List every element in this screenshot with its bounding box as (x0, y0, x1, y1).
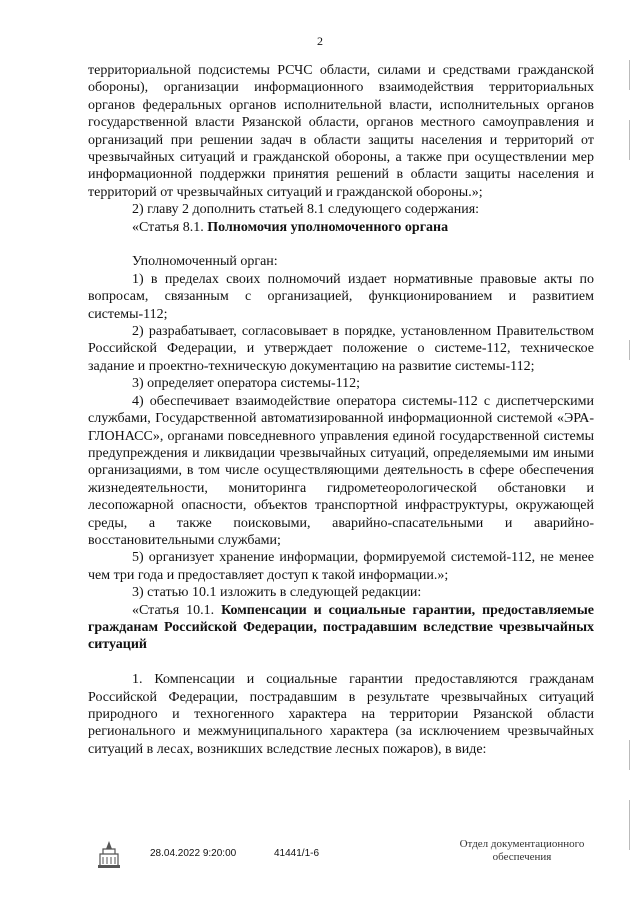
page-footer (92, 838, 612, 888)
scan-edge-marks (626, 40, 634, 880)
article-10-1-heading (88, 602, 594, 654)
article-10-1-title: Компенсации и социальные гарантии, предоставляемые гражданам Российской Федерации, пострадавшим вследствие чрезвычайных ситуаций (88, 602, 594, 653)
list-item-3: 3) определяет оператора системы-112; (132, 376, 361, 392)
footer-datetime: 28.04.2022 9:20:00 (150, 848, 237, 859)
article-8-1-heading (88, 219, 594, 236)
list-item-5: 5) организует хранение информации, формируемой системой-112, не менее чем три года и предоставляет доступ к такой информации.»; (88, 550, 594, 583)
coat-of-arms-icon (92, 838, 126, 872)
article-10-1-prefix: «Статья 10.1. (132, 602, 222, 618)
list-item-2: 2) разрабатывает, согласовывает в порядке, установленном Правительством Российской Федерации, и утверждает положение о системе-112, техническое задание и проектно-техническую документацию на развитие системы-112; (88, 324, 594, 374)
list-item-4: 4) обеспечивает взаимодействие оператора системы-112 с диспетчерскими службами, Государственной автоматизированной информационной системой «ЭРА-ГЛОНАСС», органами повседневного управления единой государственной системы предупреждения и ликвидации чрезвычайных ситуаций, определяемыми им иными организациями, в том числе осуществляющими деятельность в сфере обеспечения жизнедеятельности, мониторинга гидрометеорологической обстановки и лесопожарной опасности, объектов транспортной инфраструктуры, окружающей среды, а также поисковыми, аварийно-спасательными и аварийно-восстановительными службами; (88, 393, 594, 548)
spacer (88, 236, 594, 253)
page-number: 2 (317, 34, 323, 48)
paragraph-amendment-2: 2) главу 2 дополнить статьей 8.1 следующего содержания: (132, 202, 480, 218)
paragraph-continuation: территориальной подсистемы РСЧС области, силами и средствами гражданской обороны), организации информационного взаимодействия территориальных органов федеральных органов исполнительной власти, исполнительных органов государственной власти Рязанской области, органов местного самоуправления и организаций при решении задач в области защиты населения и территорий от чрезвычайных ситуаций и гражданской обороны, а также при осуществлении мер информационной поддержки принятия решений в области защиты населения и территорий от чрезвычайных ситуаций и гражданской обороны.»; (88, 63, 594, 200)
document-body (88, 62, 594, 758)
department-stamp (442, 838, 602, 864)
list-item-1: 1) в пределах своих полномочий издает нормативные правовые акты по вопросам, связанным с организацией, функционированием и развитием системы-112; (88, 271, 594, 322)
spacer (88, 654, 594, 671)
stamp-line-2: обеспечения (492, 851, 552, 863)
article-8-1-title: Полномочия уполномоченного органа (207, 219, 449, 235)
stamp-line-1: Отдел документационного (459, 838, 585, 850)
paragraph-compensation-1: 1. Компенсации и социальные гарантии предоставляются гражданам Российской Федерации, пострадавшим в результате чрезвычайных ситуаций природного и техногенного характера на территории Рязанской области регионального и межмуниципального характера (за исключением чрезвычайных ситуаций в лесах, возникших вследствие лесных пожаров), в виде: (88, 672, 594, 757)
paragraph-authorized-body: Уполномоченный орган: (132, 254, 278, 270)
article-8-1-prefix: «Статья 8.1. (132, 219, 208, 235)
paragraph-amendment-3: 3) статью 10.1 изложить в следующей редакции: (132, 585, 422, 601)
footer-document-number: 41441/1-6 (274, 848, 320, 859)
